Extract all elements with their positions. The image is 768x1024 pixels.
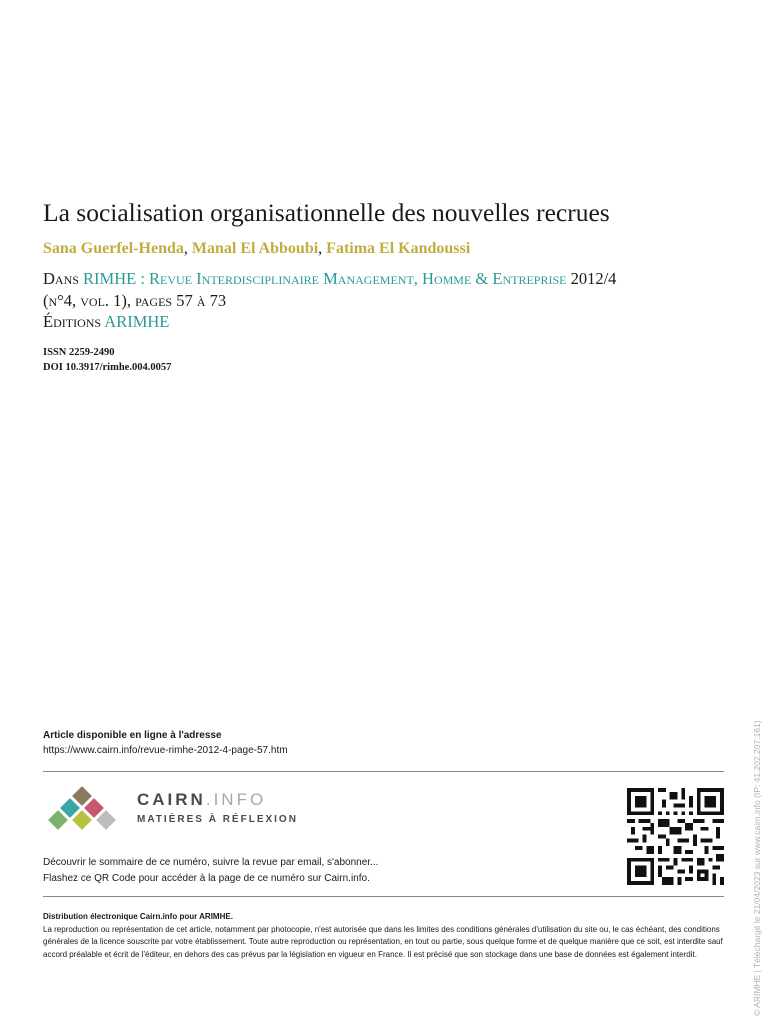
cairn-name: CAIRN (137, 790, 206, 809)
dans-label: Dans (43, 269, 79, 288)
publisher-link[interactable]: ARIMHE (104, 312, 170, 331)
availability-block (43, 728, 288, 758)
issue-detail: (n°4, vol. 1), pages 57 à 73 (43, 291, 227, 310)
article-url-link[interactable]: https://www.cairn.info/revue-rimhe-2012-4-page-57.htm (43, 745, 288, 756)
issue-number: 2012/4 (570, 269, 617, 288)
identifiers (43, 345, 171, 375)
divider (43, 896, 724, 897)
author-separator: , (318, 240, 327, 257)
author-link[interactable]: Manal El Abboubi (191, 240, 319, 257)
editions-label: Éditions (43, 312, 102, 331)
cairn-suffix: .INFO (205, 790, 267, 809)
qr-instruction: Flashez ce QR Code pour accéder à la page de ce numéro sur Cairn.info. (43, 873, 370, 884)
author-link[interactable]: Sana Guerfel-Henda (43, 240, 184, 257)
download-watermark: © ARIMHE | Téléchargé le 21/04/2023 sur www.cairn.info (IP: 41.202.207.161) (752, 720, 762, 1016)
doi: DOI 10.3917/rimhe.004.0057 (43, 362, 172, 373)
issn: ISSN 2259-2490 (43, 347, 115, 358)
discover-line: Découvrir le sommaire de ce numéro, suivre la revue par email, s'abonner... (43, 857, 379, 868)
availability-label: Article disponible en ligne à l'adresse (43, 730, 222, 741)
cairn-tagline: MATIÈRES À RÉFLEXION (137, 814, 298, 825)
publisher-line (43, 312, 169, 332)
journal-line (43, 269, 616, 289)
author-list (43, 240, 470, 258)
divider (43, 771, 724, 772)
article-title: La socialisation organisationnelle des nouvelles recrues (43, 198, 610, 227)
journal-link[interactable]: RIMHE : Revue Interdisciplinaire Management, Homme & Entreprise (83, 269, 567, 288)
cairn-wordmark (137, 790, 266, 810)
qr-code-icon[interactable] (627, 788, 724, 885)
distribution-notice (43, 911, 723, 961)
distribution-heading: Distribution électronique Cairn.info pour ARIMHE. (43, 912, 233, 921)
author-separator: , (183, 240, 192, 257)
distribution-body: La reproduction ou représentation de cet article, notamment par photocopie, n'est autorisée que dans les limites des conditions générales d'utilisation du site ou, le cas échéant, des conditions générales de la licence souscrite par votre établissement. Toute autre reproduction ou représentation, en tout ou partie, sous quelque forme et de quelque manière que ce soit, est interdite sauf accord préalable et écrit de l'éditeur, en dehors des cas prévus par la législation en vigueur en France. Il est précisé que son stockage dans une base de données est également interdit. (43, 924, 723, 959)
discover-block (43, 855, 378, 887)
author-link[interactable]: Fatima El Kandoussi (326, 240, 471, 257)
